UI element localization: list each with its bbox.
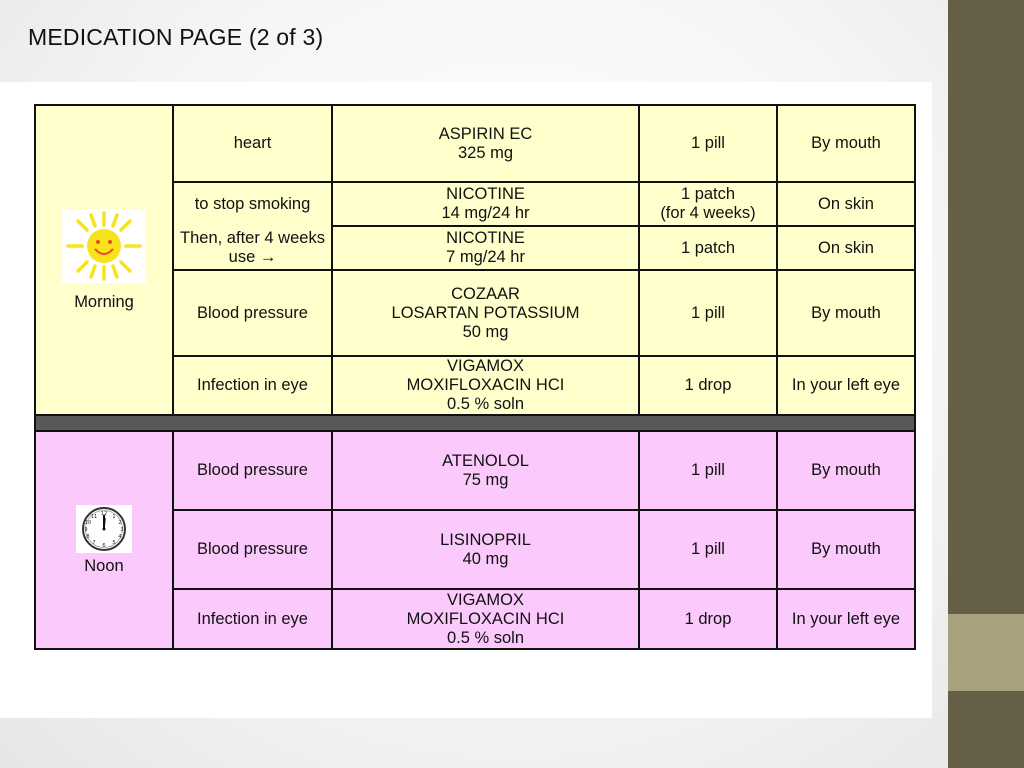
svg-text:10: 10 <box>84 519 92 526</box>
svg-text:8: 8 <box>86 533 90 540</box>
amount-cell <box>639 226 777 270</box>
route-cell: On skin <box>777 182 915 226</box>
medicine-name: VIGAMOX <box>446 590 524 609</box>
amount-cell <box>639 589 777 649</box>
amount-cell <box>639 182 777 226</box>
svg-text:5: 5 <box>112 539 116 546</box>
table-row <box>35 431 915 510</box>
reason-cell: Blood pressure <box>173 270 332 356</box>
svg-text:11: 11 <box>90 513 98 520</box>
clock-icon <box>76 505 132 553</box>
route-cell: On skin <box>777 226 915 270</box>
medicine-cell <box>332 226 639 270</box>
route-cell: By mouth <box>777 105 915 182</box>
table-row <box>35 105 915 182</box>
amount-cell <box>639 510 777 589</box>
medicine-cell <box>332 510 639 589</box>
amount-text: 1 patch <box>680 238 736 257</box>
medicine-name: VIGAMOX <box>446 357 524 375</box>
separator-bar <box>35 415 915 431</box>
medicine-dose: 0.5 % soln <box>446 628 525 647</box>
amount-note: (for 4 weeks) <box>660 204 756 222</box>
medicine-name: NICOTINE <box>446 185 525 203</box>
svg-text:4: 4 <box>118 533 122 540</box>
amount-text: 1 pill <box>691 461 725 479</box>
amount-cell <box>639 356 777 415</box>
svg-text:1: 1 <box>112 513 116 520</box>
amount-cell <box>639 105 777 182</box>
medicine-dose: 75 mg <box>462 470 509 489</box>
amount-text: 1 pill <box>691 303 725 322</box>
medicine-cell <box>332 431 639 510</box>
medicine-name: ASPIRIN EC <box>438 124 533 143</box>
svg-text:12: 12 <box>100 510 108 517</box>
route-cell: By mouth <box>777 510 915 589</box>
medication-table <box>34 104 916 650</box>
amount-text: 1 pill <box>691 134 725 152</box>
medicine-cell <box>332 270 639 356</box>
medicine-generic: LOSARTAN POTASSIUM <box>391 303 580 322</box>
svg-text:6: 6 <box>102 542 106 549</box>
reason-cell: Then, after 4 weeks use → <box>173 226 332 270</box>
reason-cell: heart <box>173 105 332 182</box>
medicine-dose: 325 mg <box>457 143 514 162</box>
medicine-name: ATENOLOL <box>442 451 529 470</box>
medicine-dose: 7 mg/24 hr <box>446 248 525 266</box>
route-cell: In your left eye <box>777 589 915 649</box>
sun-icon <box>62 209 146 283</box>
medicine-name: LISINOPRIL <box>440 530 531 549</box>
svg-text:3: 3 <box>120 526 124 533</box>
amount-cell <box>639 270 777 356</box>
medicine-dose: 50 mg <box>462 322 509 341</box>
amount-text: 1 pill <box>691 540 725 558</box>
side-bar-accent <box>948 614 1024 691</box>
amount-cell <box>639 431 777 510</box>
section-separator <box>35 415 915 431</box>
svg-text:9: 9 <box>84 526 88 533</box>
medicine-dose: 0.5 % soln <box>446 395 525 413</box>
page-title: MEDICATION PAGE (2 of 3) <box>28 24 324 50</box>
amount-text: 1 drop <box>684 376 732 394</box>
noon-label: Noon <box>84 556 124 575</box>
route-cell: By mouth <box>777 431 915 510</box>
reason-cell: Blood pressure <box>173 431 332 510</box>
medicine-cell <box>332 356 639 415</box>
reason-cell: Infection in eye <box>173 589 332 649</box>
medicine-dose: 40 mg <box>462 549 509 568</box>
morning-cell <box>35 105 173 415</box>
morning-label: Morning <box>74 292 134 311</box>
medicine-cell <box>332 105 639 182</box>
medicine-cell <box>332 182 639 226</box>
medicine-generic: MOXIFLOXACIN HCI <box>406 376 565 394</box>
amount-text: 1 drop <box>684 609 732 628</box>
reason-cell: Infection in eye <box>173 356 332 415</box>
medicine-cell <box>332 589 639 649</box>
route-cell: By mouth <box>777 270 915 356</box>
reason-cell: to stop smoking <box>173 182 332 226</box>
svg-text:2: 2 <box>118 519 122 526</box>
medicine-generic: MOXIFLOXACIN HCI <box>406 609 565 628</box>
svg-text:7: 7 <box>92 539 96 546</box>
medicine-dose: 14 mg/24 hr <box>441 204 530 222</box>
route-cell: In your left eye <box>777 356 915 415</box>
medicine-name: COZAAR <box>451 284 520 303</box>
noon-cell <box>35 431 173 649</box>
reason-cell: Blood pressure <box>173 510 332 589</box>
amount-text: 1 patch <box>680 185 736 203</box>
medicine-name: NICOTINE <box>446 229 525 247</box>
